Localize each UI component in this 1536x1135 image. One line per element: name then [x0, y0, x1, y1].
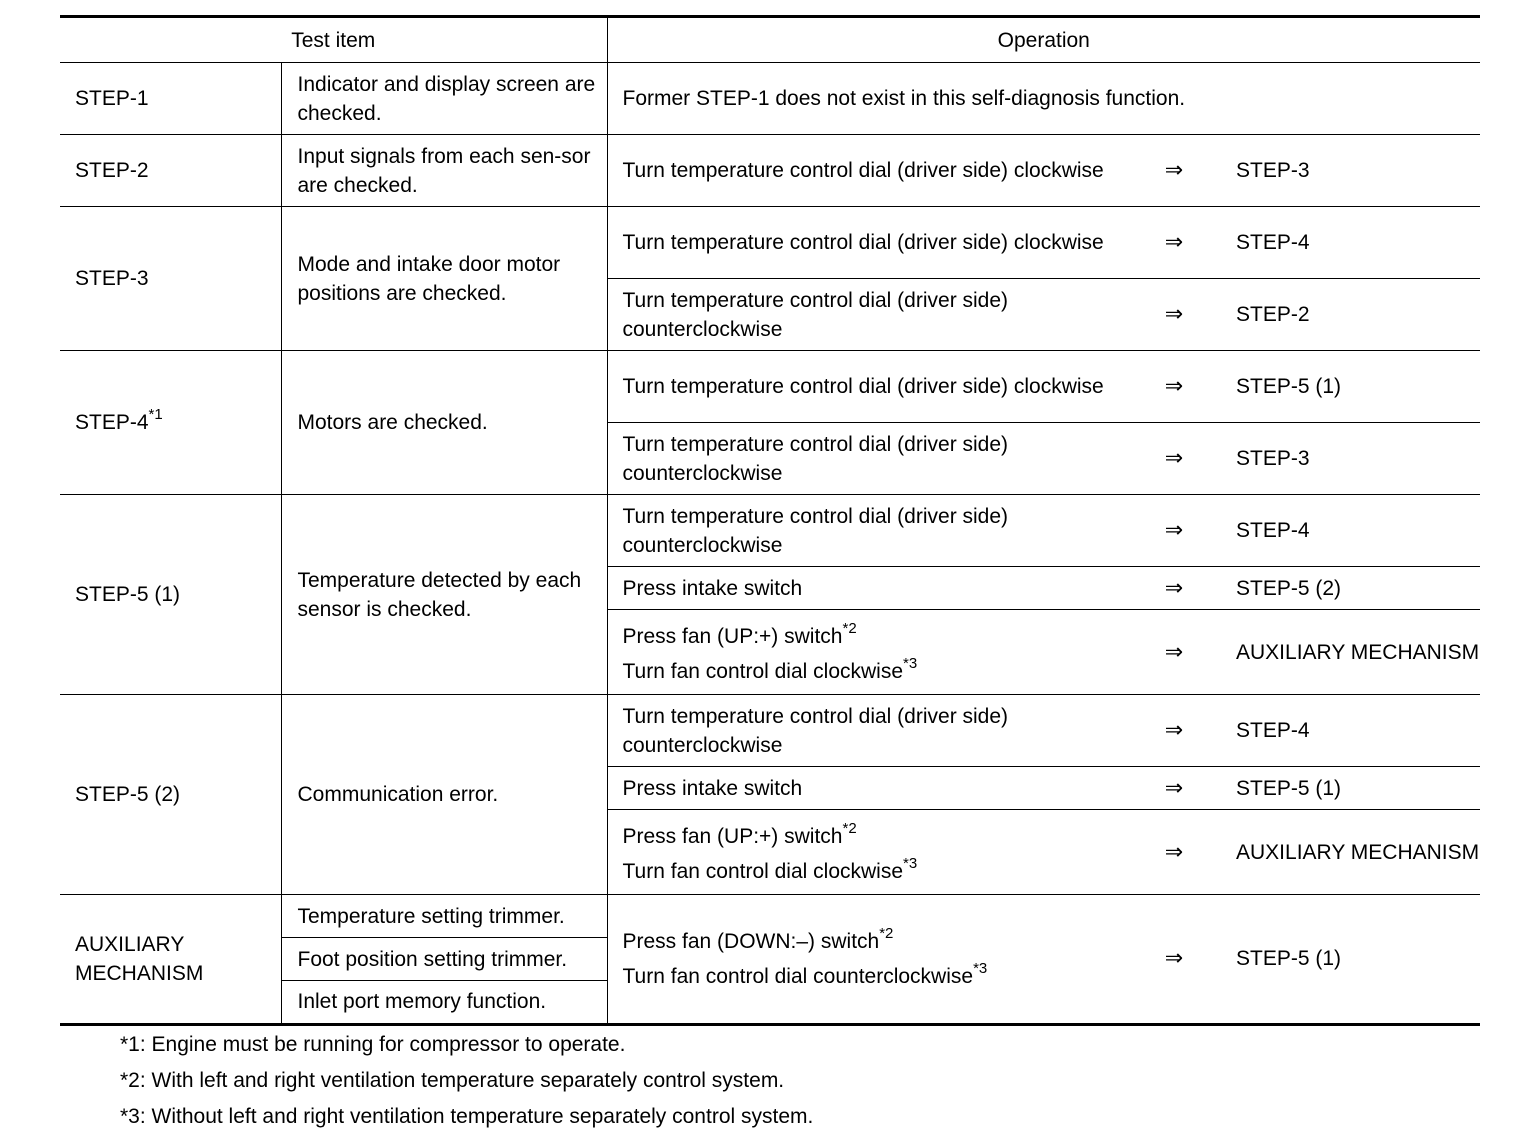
- target-step: STEP-4: [1236, 695, 1480, 767]
- table-row: [60, 135, 1480, 207]
- arrow-icon: ⇒: [1112, 767, 1236, 810]
- footnote: *2: With left and right ventilation temperature separately control system.: [120, 1069, 785, 1092]
- operation-text: Turn temperature control dial (driver side) counterclockwise: [607, 495, 1112, 567]
- arrow-icon: ⇒: [1112, 567, 1236, 610]
- target-step: STEP-4: [1236, 207, 1480, 279]
- step-label: STEP-3: [60, 207, 281, 351]
- test-description: Temperature setting trimmer.: [281, 895, 607, 938]
- step-label: STEP-5 (1): [60, 495, 281, 695]
- arrow-icon: ⇒: [1112, 495, 1236, 567]
- operation-text: Turn temperature control dial (driver side) counterclockwise: [607, 279, 1112, 351]
- test-description: Foot position setting trimmer.: [281, 938, 607, 981]
- step-label: STEP-1: [60, 63, 281, 135]
- target-step: STEP-5 (2): [1236, 567, 1480, 610]
- footnote-ref: *2: [842, 820, 857, 837]
- arrow-icon: ⇒: [1112, 695, 1236, 767]
- table-row: [60, 63, 1480, 135]
- step-label: STEP-5 (2): [60, 695, 281, 895]
- operation-text: Press fan (DOWN:–) switch$^{*2}$ Turn fan control dial counterclockwise$^{*3}$: [607, 895, 1112, 1023]
- table-bottom-rule: [60, 1023, 1480, 1026]
- target-step: STEP-5 (1): [1236, 351, 1480, 423]
- operation-text: Press fan (UP:+) switch$^{*2}$ Turn fan control dial clockwise$^{*3}$: [607, 810, 1112, 895]
- test-description: Input signals from each sen-sor are checked.: [281, 135, 607, 207]
- operation-text: Press intake switch: [607, 567, 1112, 610]
- target-step: STEP-2: [1236, 279, 1480, 351]
- footnote-ref: *3: [973, 959, 988, 977]
- target-step: AUXILIARY MECHANISM: [1236, 810, 1480, 895]
- operation-text: Press fan (UP:+) switch$^{*2}$ Turn fan control dial clockwise$^{*3}$: [607, 610, 1112, 695]
- test-procedure-table: [60, 15, 1480, 1023]
- operation-text: Turn temperature control dial (driver side) counterclockwise: [607, 695, 1112, 767]
- test-description: Mode and intake door motor positions are checked.: [281, 207, 607, 351]
- footnote-ref: *2: [879, 924, 894, 942]
- table-row: [60, 207, 1480, 279]
- step-label: AUXILIARY MECHANISM: [75, 932, 204, 985]
- footnotes: [120, 1027, 813, 1135]
- table-top-rule: [60, 15, 1480, 18]
- target-step: STEP-5 (1): [1236, 947, 1342, 971]
- target-step: STEP-3: [1236, 423, 1480, 495]
- operation-text: Turn temperature control dial (driver side) clockwise: [607, 351, 1112, 423]
- target-step: STEP-3: [1236, 135, 1480, 207]
- target-step: STEP-4: [1236, 495, 1480, 567]
- target-step: AUXILIARY MECHANISM: [1236, 610, 1480, 695]
- header-row: [60, 15, 1480, 63]
- step-label: STEP-4$^{*1}$: [60, 351, 281, 495]
- test-description: Communication error.: [281, 695, 607, 895]
- test-description: Inlet port memory function.: [281, 981, 607, 1023]
- arrow-icon: ⇒: [1112, 135, 1236, 207]
- footnote-ref: *1: [148, 406, 163, 423]
- self-diagnosis-table: [60, 15, 1480, 1023]
- footnote: *3: Without left and right ventilation temperature separately control system.: [120, 1105, 814, 1128]
- arrow-icon: ⇒: [1112, 610, 1236, 695]
- footnote-ref: *3: [903, 655, 918, 672]
- test-description: Motors are checked.: [281, 351, 607, 495]
- target-step: STEP-5 (1): [1236, 767, 1480, 810]
- table-row: [60, 895, 1480, 938]
- operation-text: Turn temperature control dial (driver side) clockwise: [607, 135, 1112, 207]
- step-label: STEP-2: [60, 135, 281, 207]
- footnote-ref: *2: [842, 620, 857, 637]
- arrow-icon: ⇒: [1112, 810, 1236, 895]
- table-row: [60, 495, 1480, 567]
- arrow-icon: ⇒: [1112, 351, 1236, 423]
- footnote: *1: Engine must be running for compressor to operate.: [120, 1033, 626, 1056]
- operation-text: Turn temperature control dial (driver side) counterclockwise: [607, 423, 1112, 495]
- arrow-icon: ⇒: [1112, 423, 1236, 495]
- arrow-icon: ⇒: [1112, 207, 1236, 279]
- test-description: Indicator and display screen are checked.: [281, 63, 607, 135]
- operation-text: Turn temperature control dial (driver side) clockwise: [607, 207, 1112, 279]
- operation-text: Press intake switch: [607, 767, 1112, 810]
- test-description: Temperature detected by each sensor is checked.: [281, 495, 607, 695]
- arrow-icon: ⇒: [1112, 279, 1236, 351]
- arrow-icon: ⇒: [1164, 946, 1184, 972]
- header-test-item: Test item: [60, 15, 607, 63]
- footnote-ref: *3: [903, 855, 918, 872]
- table-row: [60, 351, 1480, 423]
- operation-text: Former STEP-1 does not exist in this self-diagnosis function.: [607, 63, 1480, 135]
- table-row: [60, 695, 1480, 767]
- header-operation: Operation: [607, 15, 1480, 63]
